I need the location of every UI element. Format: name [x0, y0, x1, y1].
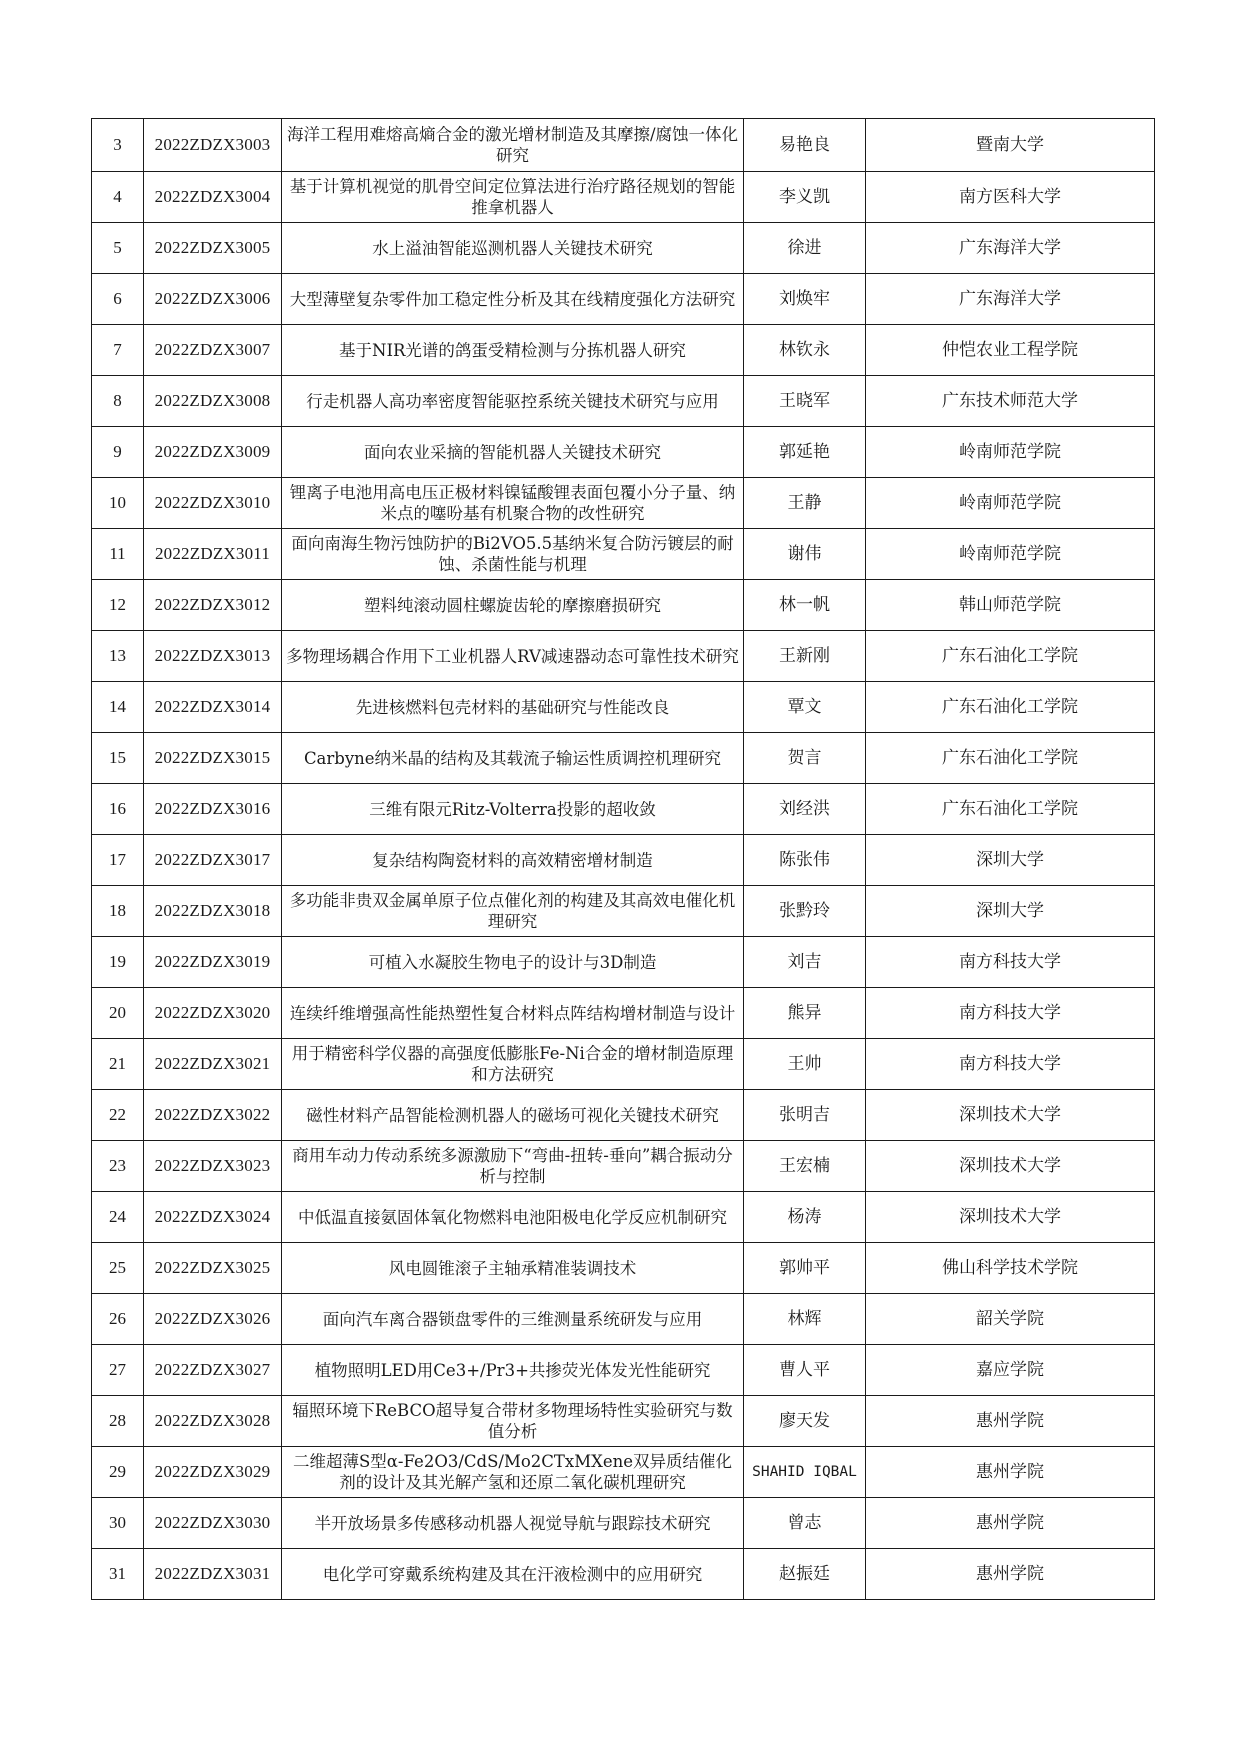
table-row	[92, 376, 1155, 427]
project-title: 二维超薄S型α-Fe2O3/CdS/Mo2CTxMXene双异质结催化剂的设计及其光解产氢和还原二氧化碳机理研究	[282, 1447, 744, 1498]
project-code: 2022ZDZX3013	[144, 631, 282, 682]
row-number: 25	[92, 1243, 144, 1294]
project-unit: 广东石油化工学院	[866, 784, 1155, 835]
table-row	[92, 119, 1155, 172]
project-title: 行走机器人高功率密度智能驱控系统关键技术研究与应用	[282, 376, 744, 427]
project-title: 连续纤维增强高性能热塑性复合材料点阵结构增材制造与设计	[282, 988, 744, 1039]
row-number: 29	[92, 1447, 144, 1498]
row-number: 20	[92, 988, 144, 1039]
project-code: 2022ZDZX3028	[144, 1396, 282, 1447]
project-unit: 深圳技术大学	[866, 1192, 1155, 1243]
project-unit: 仲恺农业工程学院	[866, 325, 1155, 376]
project-title: 磁性材料产品智能检测机器人的磁场可视化关键技术研究	[282, 1090, 744, 1141]
project-unit: 深圳技术大学	[866, 1090, 1155, 1141]
project-leader: 王帅	[744, 1039, 866, 1090]
project-unit: 广东海洋大学	[866, 274, 1155, 325]
project-unit: 岭南师范学院	[866, 427, 1155, 478]
row-number: 4	[92, 172, 144, 223]
project-leader: 廖天发	[744, 1396, 866, 1447]
project-leader: 郭帅平	[744, 1243, 866, 1294]
project-title: 塑料纯滚动圆柱螺旋齿轮的摩擦磨损研究	[282, 580, 744, 631]
row-number: 28	[92, 1396, 144, 1447]
table-row	[92, 1447, 1155, 1498]
row-number: 14	[92, 682, 144, 733]
project-unit: 广东石油化工学院	[866, 733, 1155, 784]
table-row	[92, 784, 1155, 835]
project-code: 2022ZDZX3029	[144, 1447, 282, 1498]
project-unit: 岭南师范学院	[866, 478, 1155, 529]
project-leader: 刘经洪	[744, 784, 866, 835]
table-row	[92, 172, 1155, 223]
project-title: 植物照明LED用Ce3+/Pr3+共掺荧光体发光性能研究	[282, 1345, 744, 1396]
project-leader: 王静	[744, 478, 866, 529]
project-code: 2022ZDZX3010	[144, 478, 282, 529]
row-number: 23	[92, 1141, 144, 1192]
table-row	[92, 1039, 1155, 1090]
row-number: 9	[92, 427, 144, 478]
project-unit: 南方医科大学	[866, 172, 1155, 223]
project-unit: 深圳技术大学	[866, 1141, 1155, 1192]
project-leader: 刘焕牢	[744, 274, 866, 325]
project-unit: 佛山科学技术学院	[866, 1243, 1155, 1294]
project-leader: 陈张伟	[744, 835, 866, 886]
project-title: 锂离子电池用高电压正极材料镍锰酸锂表面包覆小分子量、纳米点的噻吩基有机聚合物的改性研究	[282, 478, 744, 529]
project-code: 2022ZDZX3030	[144, 1498, 282, 1549]
project-code: 2022ZDZX3003	[144, 119, 282, 172]
project-code: 2022ZDZX3015	[144, 733, 282, 784]
project-code: 2022ZDZX3004	[144, 172, 282, 223]
project-title: 多功能非贵双金属单原子位点催化剂的构建及其高效电催化机理研究	[282, 886, 744, 937]
project-leader: 王宏楠	[744, 1141, 866, 1192]
project-title: 面向农业采摘的智能机器人关键技术研究	[282, 427, 744, 478]
project-code: 2022ZDZX3005	[144, 223, 282, 274]
project-leader: SHAHID IQBAL	[744, 1447, 866, 1498]
project-title: 海洋工程用难熔高熵合金的激光增材制造及其摩擦/腐蚀一体化研究	[282, 119, 744, 172]
project-leader: 谢伟	[744, 529, 866, 580]
project-code: 2022ZDZX3022	[144, 1090, 282, 1141]
row-number: 27	[92, 1345, 144, 1396]
project-title: 面向汽车离合器锁盘零件的三维测量系统研发与应用	[282, 1294, 744, 1345]
project-unit: 广东石油化工学院	[866, 631, 1155, 682]
project-leader: 李义凯	[744, 172, 866, 223]
project-unit: 惠州学院	[866, 1447, 1155, 1498]
row-number: 30	[92, 1498, 144, 1549]
project-code: 2022ZDZX3014	[144, 682, 282, 733]
table-body	[92, 119, 1155, 1600]
project-leader: 覃文	[744, 682, 866, 733]
project-title: 可植入水凝胶生物电子的设计与3D制造	[282, 937, 744, 988]
project-title: 复杂结构陶瓷材料的高效精密增材制造	[282, 835, 744, 886]
table-row	[92, 835, 1155, 886]
row-number: 31	[92, 1549, 144, 1600]
project-unit: 惠州学院	[866, 1549, 1155, 1600]
project-code: 2022ZDZX3031	[144, 1549, 282, 1600]
project-unit: 南方科技大学	[866, 988, 1155, 1039]
row-number: 13	[92, 631, 144, 682]
project-table	[91, 118, 1155, 1600]
row-number: 24	[92, 1192, 144, 1243]
project-unit: 岭南师范学院	[866, 529, 1155, 580]
project-leader: 刘吉	[744, 937, 866, 988]
project-unit: 深圳大学	[866, 886, 1155, 937]
table-row	[92, 1549, 1155, 1600]
project-title: 多物理场耦合作用下工业机器人RV减速器动态可靠性技术研究	[282, 631, 744, 682]
project-leader: 徐进	[744, 223, 866, 274]
table-row	[92, 1345, 1155, 1396]
project-code: 2022ZDZX3006	[144, 274, 282, 325]
table-row	[92, 478, 1155, 529]
project-unit: 南方科技大学	[866, 937, 1155, 988]
project-leader: 林辉	[744, 1294, 866, 1345]
table-row	[92, 223, 1155, 274]
row-number: 12	[92, 580, 144, 631]
project-leader: 赵振廷	[744, 1549, 866, 1600]
project-code: 2022ZDZX3017	[144, 835, 282, 886]
row-number: 10	[92, 478, 144, 529]
project-leader: 王晓军	[744, 376, 866, 427]
table-row	[92, 1192, 1155, 1243]
project-leader: 郭延艳	[744, 427, 866, 478]
project-leader: 杨涛	[744, 1192, 866, 1243]
project-unit: 深圳大学	[866, 835, 1155, 886]
project-leader: 张明吉	[744, 1090, 866, 1141]
project-leader: 林一帆	[744, 580, 866, 631]
row-number: 17	[92, 835, 144, 886]
project-leader: 王新刚	[744, 631, 866, 682]
table-row	[92, 988, 1155, 1039]
project-code: 2022ZDZX3012	[144, 580, 282, 631]
project-unit: 韶关学院	[866, 1294, 1155, 1345]
row-number: 26	[92, 1294, 144, 1345]
table-row	[92, 1090, 1155, 1141]
project-title: 基于NIR光谱的鸽蛋受精检测与分拣机器人研究	[282, 325, 744, 376]
project-title: 大型薄壁复杂零件加工稳定性分析及其在线精度强化方法研究	[282, 274, 744, 325]
table-row	[92, 325, 1155, 376]
table-row	[92, 1396, 1155, 1447]
project-unit: 广东海洋大学	[866, 223, 1155, 274]
project-leader: 林钦永	[744, 325, 866, 376]
table-row	[92, 580, 1155, 631]
project-unit: 韩山师范学院	[866, 580, 1155, 631]
table-row	[92, 1294, 1155, 1345]
table-row	[92, 937, 1155, 988]
table-row	[92, 682, 1155, 733]
table-row	[92, 886, 1155, 937]
project-code: 2022ZDZX3018	[144, 886, 282, 937]
project-title: 面向南海生物污蚀防护的Bi2VO5.5基纳米复合防污镀层的耐蚀、杀菌性能与机理	[282, 529, 744, 580]
project-code: 2022ZDZX3027	[144, 1345, 282, 1396]
table-row	[92, 1243, 1155, 1294]
project-unit: 广东技术师范大学	[866, 376, 1155, 427]
project-leader: 曹人平	[744, 1345, 866, 1396]
row-number: 7	[92, 325, 144, 376]
project-unit: 南方科技大学	[866, 1039, 1155, 1090]
project-leader: 贺言	[744, 733, 866, 784]
project-title: 半开放场景多传感移动机器人视觉导航与跟踪技术研究	[282, 1498, 744, 1549]
project-title: 商用车动力传动系统多源激励下“弯曲-扭转-垂向”耦合振动分析与控制	[282, 1141, 744, 1192]
project-title: 三维有限元Ritz-Volterra投影的超收敛	[282, 784, 744, 835]
project-title: 先进核燃料包壳材料的基础研究与性能改良	[282, 682, 744, 733]
row-number: 8	[92, 376, 144, 427]
project-code: 2022ZDZX3021	[144, 1039, 282, 1090]
row-number: 21	[92, 1039, 144, 1090]
table-row	[92, 529, 1155, 580]
project-title: 电化学可穿戴系统构建及其在汗液检测中的应用研究	[282, 1549, 744, 1600]
project-unit: 惠州学院	[866, 1498, 1155, 1549]
project-unit: 广东石油化工学院	[866, 682, 1155, 733]
project-title: 风电圆锥滚子主轴承精准装调技术	[282, 1243, 744, 1294]
row-number: 18	[92, 886, 144, 937]
project-title: 中低温直接氨固体氧化物燃料电池阳极电化学反应机制研究	[282, 1192, 744, 1243]
project-unit: 暨南大学	[866, 119, 1155, 172]
table-row	[92, 274, 1155, 325]
project-unit: 惠州学院	[866, 1396, 1155, 1447]
project-code: 2022ZDZX3025	[144, 1243, 282, 1294]
row-number: 6	[92, 274, 144, 325]
row-number: 3	[92, 119, 144, 172]
project-title: 基于计算机视觉的肌骨空间定位算法进行治疗路径规划的智能推拿机器人	[282, 172, 744, 223]
project-code: 2022ZDZX3026	[144, 1294, 282, 1345]
project-title: Carbyne纳米晶的结构及其载流子输运性质调控机理研究	[282, 733, 744, 784]
project-unit: 嘉应学院	[866, 1345, 1155, 1396]
row-number: 15	[92, 733, 144, 784]
project-code: 2022ZDZX3016	[144, 784, 282, 835]
project-title: 水上溢油智能巡测机器人关键技术研究	[282, 223, 744, 274]
project-code: 2022ZDZX3020	[144, 988, 282, 1039]
row-number: 11	[92, 529, 144, 580]
table-row	[92, 427, 1155, 478]
project-code: 2022ZDZX3024	[144, 1192, 282, 1243]
project-code: 2022ZDZX3019	[144, 937, 282, 988]
row-number: 19	[92, 937, 144, 988]
table-row	[92, 1141, 1155, 1192]
row-number: 16	[92, 784, 144, 835]
project-code: 2022ZDZX3023	[144, 1141, 282, 1192]
row-number: 22	[92, 1090, 144, 1141]
project-code: 2022ZDZX3009	[144, 427, 282, 478]
project-code: 2022ZDZX3008	[144, 376, 282, 427]
project-leader: 易艳良	[744, 119, 866, 172]
project-leader: 张黔玲	[744, 886, 866, 937]
table-row	[92, 733, 1155, 784]
project-code: 2022ZDZX3007	[144, 325, 282, 376]
project-leader: 熊异	[744, 988, 866, 1039]
project-code: 2022ZDZX3011	[144, 529, 282, 580]
project-title: 辐照环境下ReBCO超导复合带材多物理场特性实验研究与数值分析	[282, 1396, 744, 1447]
table-row	[92, 631, 1155, 682]
project-leader: 曾志	[744, 1498, 866, 1549]
table-row	[92, 1498, 1155, 1549]
row-number: 5	[92, 223, 144, 274]
project-title: 用于精密科学仪器的高强度低膨胀Fe-Ni合金的增材制造原理和方法研究	[282, 1039, 744, 1090]
